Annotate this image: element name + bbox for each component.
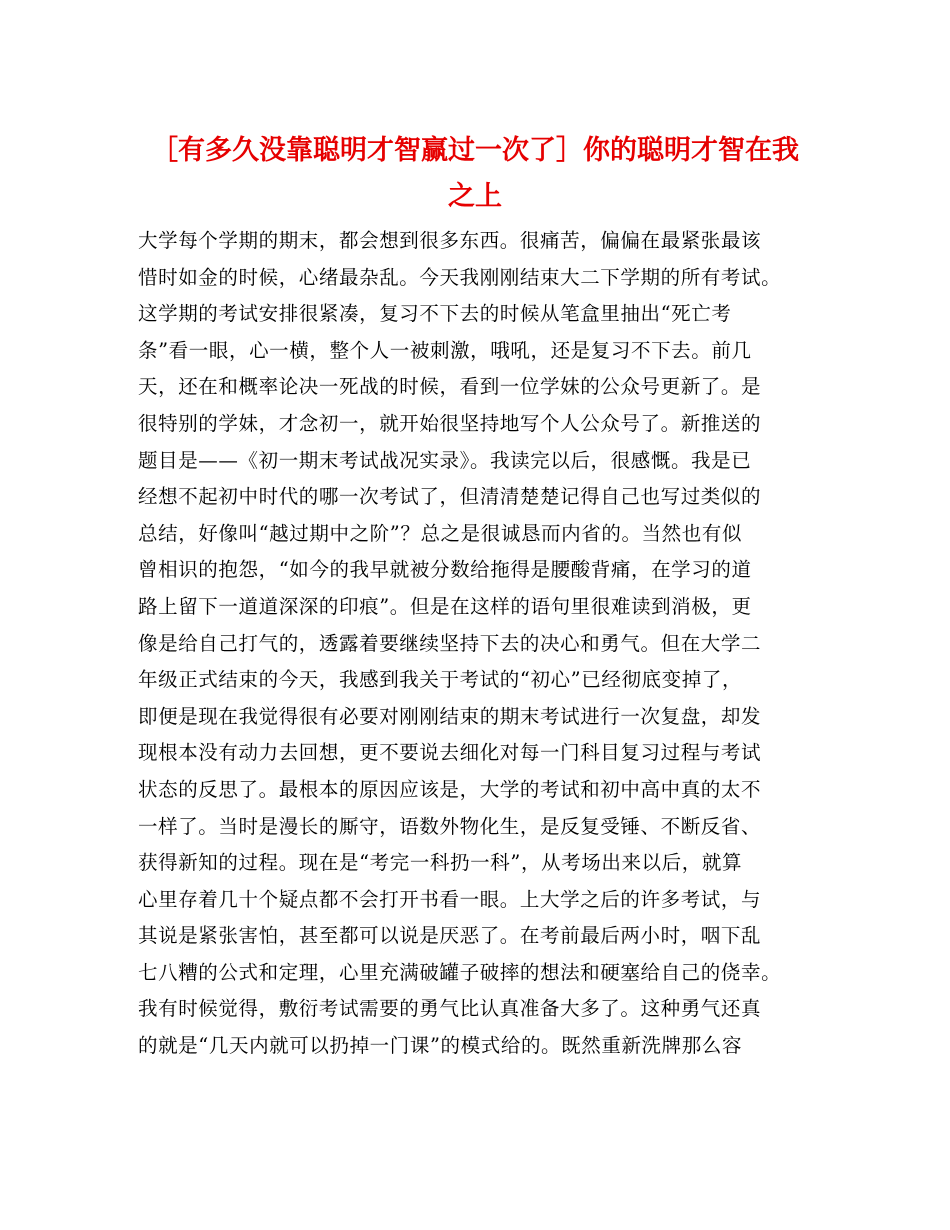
body-line: 像是给自己打气的，透露着要继续坚持下去的决心和勇气。但在大学二 [138,631,762,655]
document-title-line-1: ［有多久没靠聪明才智赢过一次了］你的聪明才智在我 [151,135,799,166]
body-line: 心里存着几十个疑点都不会打开书看一眼。上大学之后的许多考试，与 [138,887,762,911]
body-line: 年级正式结束的今天，我感到我关于考试的“初心”已经彻底变掉了， [138,668,743,692]
body-line: 状态的反思了。最根本的原因应该是，大学的考试和初中高中真的太不 [138,777,762,801]
body-line: 七八糟的公式和定理，心里充满破罐子破摔的想法和硬塞给自己的侥幸。 [138,960,782,984]
body-line: 题目是——《初一期末考试战况实录》。我读完以后，很感慨。我是已 [138,448,752,472]
document-title-line-2: 之上 [448,181,502,212]
body-line: 其说是紧张害怕，甚至都可以说是厌恶了。在考前最后两小时，咽下乱 [138,924,762,948]
body-line: 我有时候觉得，敷衍考试需要的勇气比认真准备大多了。这种勇气还真 [138,997,762,1021]
body-line: 曾相识的抱怨，“如今的我早就被分数给拖得是腰酸背痛，在学习的道 [138,558,752,582]
body-line: 大学每个学期的期末，都会想到很多东西。很痛苦，偏偏在最紧张最该 [138,229,762,252]
body-line: 天，还在和概率论决一死战的时候，看到一位学妹的公众号更新了。是 [138,375,762,399]
body-line: 的就是“几天内就可以扔掉一门课”的模式给的。既然重新洗牌那么容 [138,1034,743,1058]
body-line: 很特别的学妹，才念初一，就开始很坚持地写个人公众号了。新推送的 [138,411,762,435]
body-line: 现根本没有动力去回想，更不要说去细化对每一门科目复习过程与考试 [138,741,762,765]
body-line: 路上留下一道道深深的印痕”。但是在这样的语句里很难读到消极，更 [138,594,752,618]
body-line: 一样了。当时是漫长的厮守，语数外物化生，是反复受锤、不断反省、 [138,814,762,838]
body-line: 惜时如金的时候，心绪最杂乱。今天我刚刚结束大二下学期的所有考试。 [138,265,782,289]
body-line: 获得新知的过程。现在是“考完一科扔一科”，从考场出来以后，就算 [138,851,743,875]
article-body [138,223,818,1065]
body-line: 条”看一眼，心一横，整个人一被刺激，哦吼，还是复习不下去。前几 [138,338,752,362]
body-line: 经想不起初中时代的哪一次考试了，但清清楚楚记得自己也写过类似的 [138,485,762,509]
body-line: 即便是现在我觉得很有必要对刚刚结束的期末考试进行一次复盘，却发 [138,704,762,728]
body-line: 这学期的考试安排很紧凑，复习不下去的时候从笔盒里抽出“死亡考 [138,302,732,326]
body-line: 总结，好像叫“越过期中之阶”？总之是很诚恳而内省的。当然也有似 [138,521,743,545]
